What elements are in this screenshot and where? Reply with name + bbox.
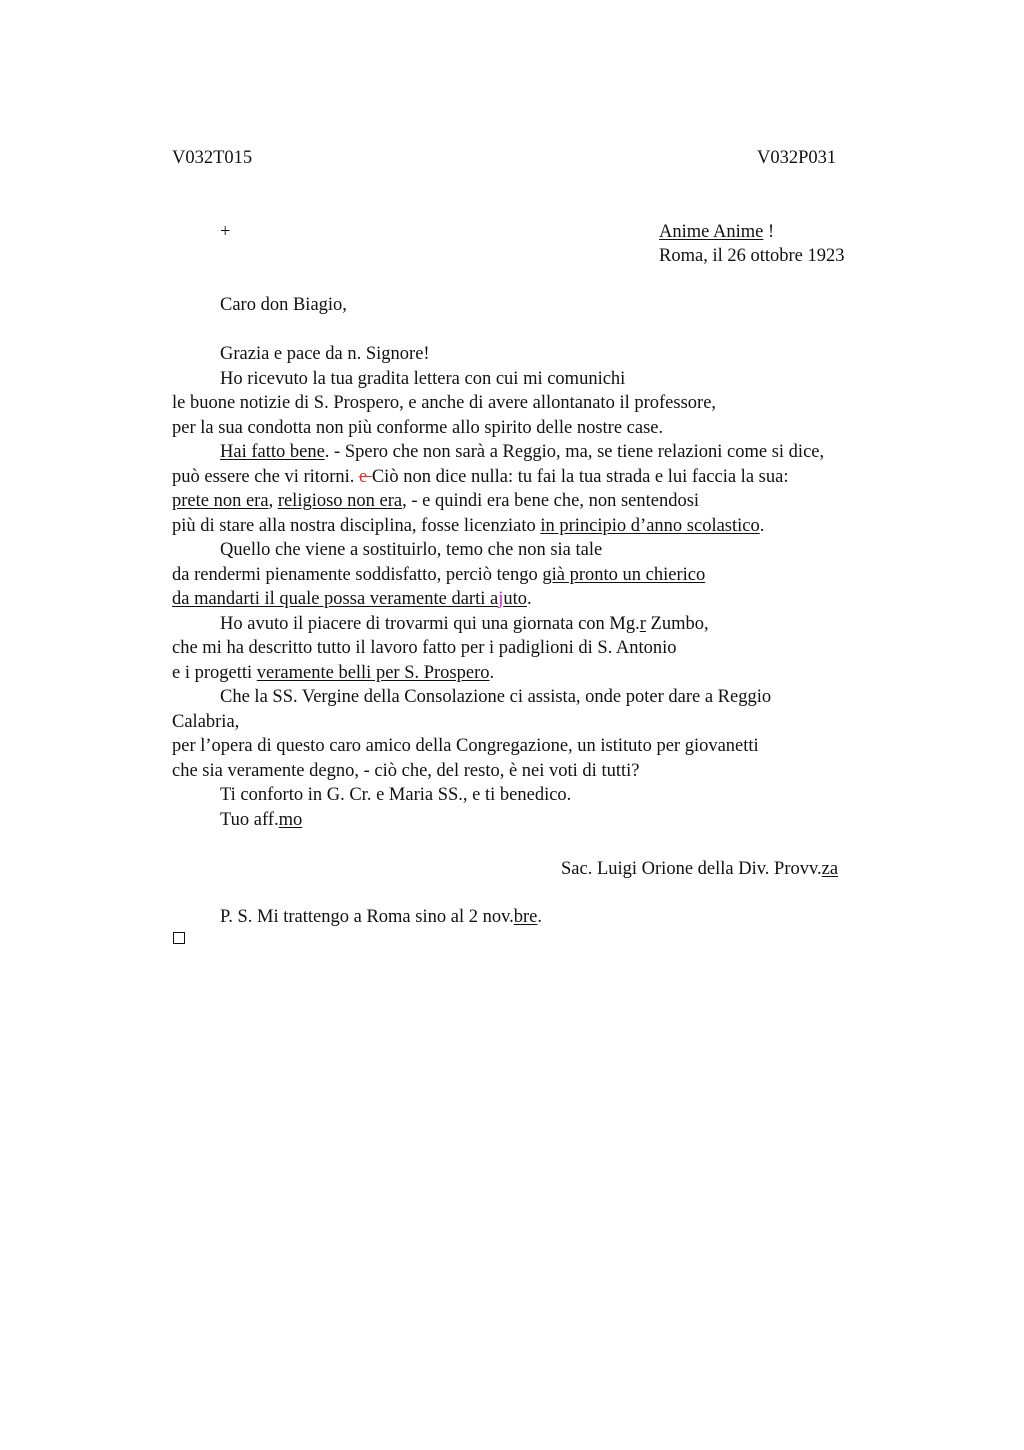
corrected-letter: j: [498, 589, 504, 609]
underlined-abbrev: r: [639, 614, 646, 634]
body-text: Ho avuto il piacere di trovarmi qui una giornata con Mg.: [220, 614, 640, 634]
underlined-phrase: da mandarti il quale possa veramente darti a: [172, 589, 499, 609]
postscript-suffix: bre: [513, 907, 538, 927]
signature-text: Sac. Luigi Orione della Div. Provv.: [561, 859, 822, 879]
body-line-5: [220, 440, 824, 464]
body-line-15: Che la SS. Vergine della Consolazione ci assista, onde poter dare a Reggio: [220, 687, 772, 707]
body-line-12: [220, 612, 709, 636]
underlined-phrase: uto: [503, 589, 527, 609]
header-left-code: V032T015: [172, 148, 253, 168]
body-line-7: [172, 489, 699, 513]
empty-box-marker: [173, 932, 185, 944]
body-line-1: Grazia e pace da n. Signore!: [220, 344, 430, 364]
body-text: . - Spero che non sarà a Reggio, ma, se tiene relazioni come si dice,: [324, 442, 825, 462]
underlined-abbrev: mo: [278, 810, 303, 830]
body-line-10: [172, 563, 705, 587]
cross-mark: +: [220, 222, 231, 242]
body-line-11: [172, 587, 532, 611]
body-line-13: che mi ha descritto tutto il lavoro fatto per i padiglioni di S. Antonio: [172, 638, 677, 658]
motto-text: Anime Anime: [659, 222, 764, 242]
body-text: può essere che vi ritorni.: [172, 467, 359, 487]
body-line-8: [172, 514, 764, 538]
signature: [561, 857, 838, 881]
underlined-phrase: veramente belli per S. Prospero: [256, 663, 490, 683]
body-line-17: per l’opera di questo caro amico della Congregazione, un istituto per giovanetti: [172, 736, 759, 756]
body-line-16: Calabria,: [172, 712, 240, 732]
signature-suffix: za: [821, 859, 839, 879]
motto: [659, 220, 774, 244]
body-text: più di stare alla nostra disciplina, fosse licenziato: [172, 516, 541, 536]
body-line-18: che sia veramente degno, - ciò che, del resto, è nei voti di tutti?: [172, 761, 640, 781]
postscript-end: .: [537, 907, 543, 927]
body-line-2: Ho ricevuto la tua gradita lettera con cui mi comunichi: [220, 369, 626, 389]
place-date: Roma, il 26 ottobre 1923: [659, 246, 845, 266]
postscript: [220, 905, 542, 929]
body-text: Zumbo,: [645, 614, 709, 634]
underlined-phrase: religioso non era: [277, 491, 403, 511]
body-text: .: [526, 589, 532, 609]
body-line-9: Quello che viene a sostituirlo, temo che non sia tale: [220, 540, 603, 560]
header-right-code: V032P031: [757, 148, 837, 168]
closing: [220, 808, 302, 832]
struck-word: e: [359, 467, 372, 487]
body-text: ,: [268, 491, 278, 511]
body-line-3: le buone notizie di S. Prospero, e anche di avere allontanato il professore,: [172, 393, 717, 413]
body-line-14: [172, 661, 494, 685]
body-text: , - e quindi era bene che, non sentendosi: [402, 491, 700, 511]
underlined-phrase: in principio d’anno scolastico: [540, 516, 760, 536]
body-text: .: [759, 516, 765, 536]
body-text: .: [489, 663, 495, 683]
postscript-text: P. S. Mi trattengo a Roma sino al 2 nov.: [220, 907, 514, 927]
body-line-6: [172, 465, 788, 489]
body-text: da rendermi pienamente soddisfatto, perciò tengo: [172, 565, 543, 585]
body-line-19: Ti conforto in G. Cr. e Maria SS., e ti benedico.: [220, 785, 572, 805]
body-line-4: per la sua condotta non più conforme allo spirito delle nostre case.: [172, 418, 664, 438]
motto-mark: !: [767, 222, 775, 242]
body-text: Tuo aff.: [220, 810, 279, 830]
body-text: e i progetti: [172, 663, 257, 683]
underlined-phrase: prete non era: [172, 491, 269, 511]
underlined-phrase: già pronto un chierico: [542, 565, 706, 585]
body-text: Ciò non dice nulla: tu fai la tua strada e lui faccia la sua:: [371, 467, 789, 487]
salutation: Caro don Biagio,: [220, 295, 347, 315]
underlined-phrase: Hai fatto bene: [220, 442, 325, 462]
